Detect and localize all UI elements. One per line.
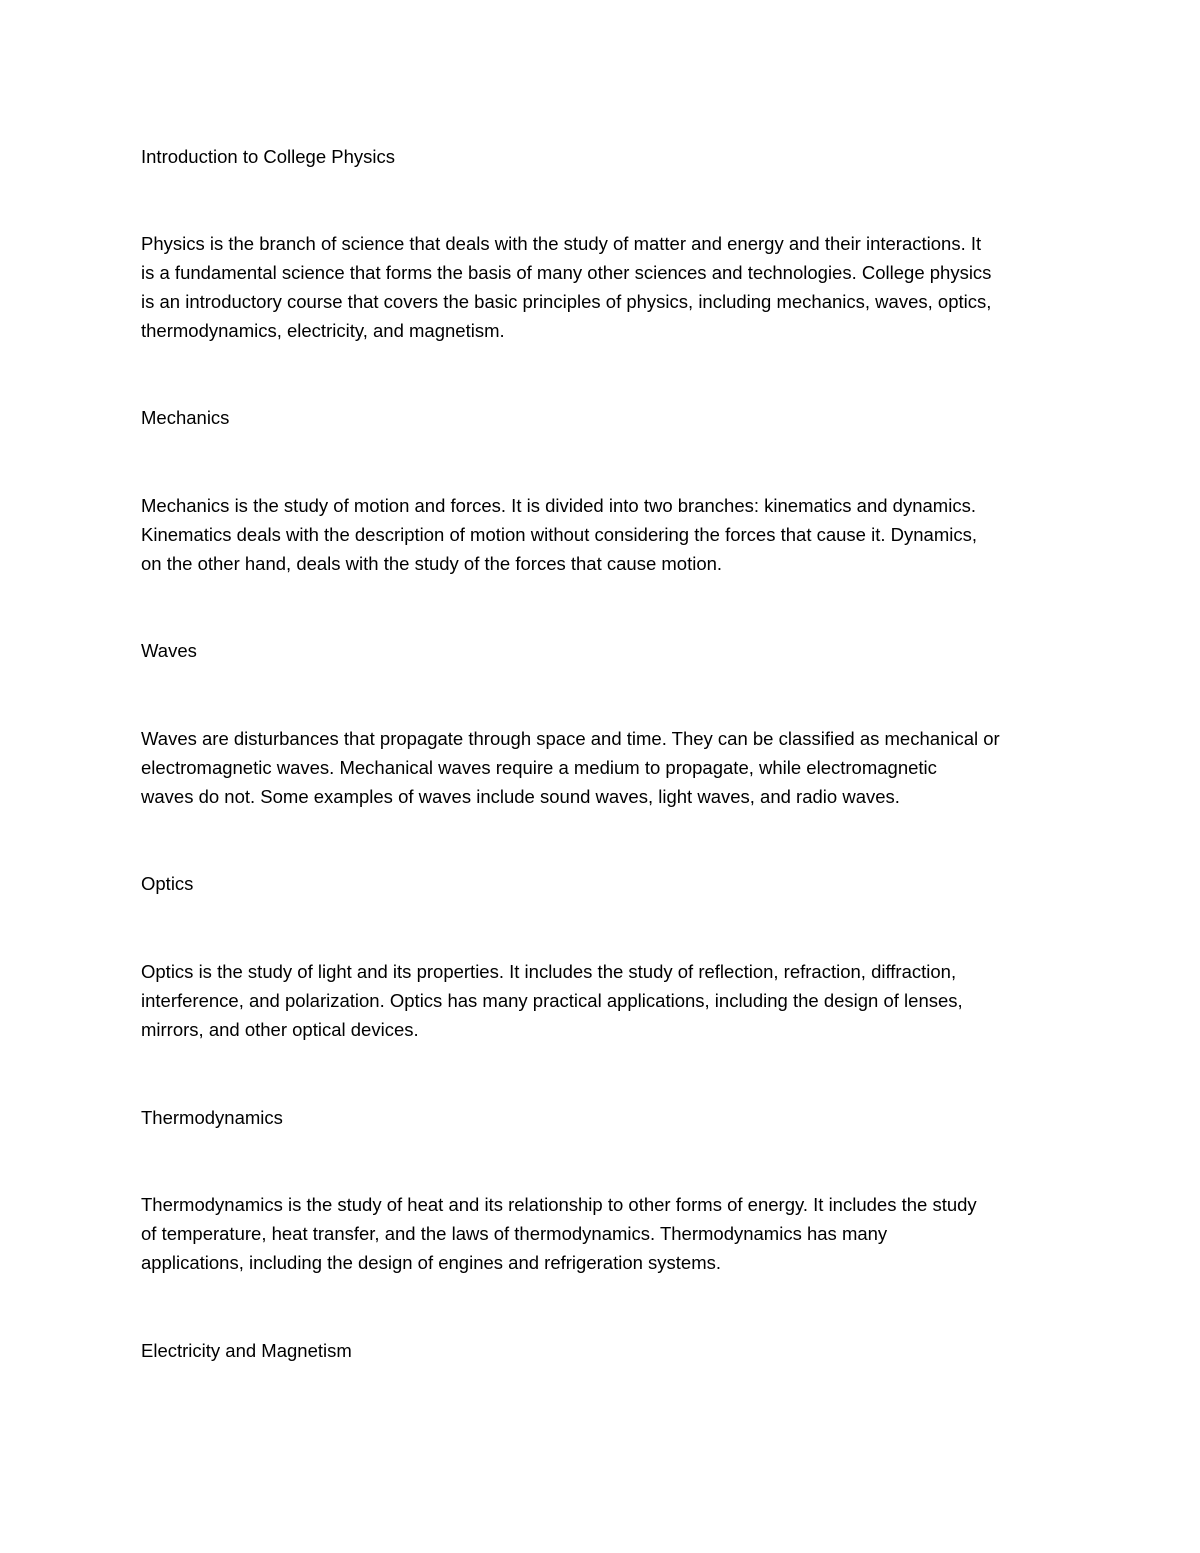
intro-line: thermodynamics, electricity, and magnetism. (141, 320, 505, 341)
optics-line: interference, and polarization. Optics has many practical applications, including the design of lenses, (141, 990, 963, 1011)
thermodynamics-line: Thermodynamics is the study of heat and its relationship to other forms of energy. It includes the study (141, 1194, 977, 1215)
waves-line: electromagnetic waves. Mechanical waves require a medium to propagate, while electromagnetic (141, 757, 937, 778)
thermodynamics-line: applications, including the design of engines and refrigeration systems. (141, 1252, 722, 1273)
section-heading-thermodynamics: Thermodynamics (141, 1107, 283, 1128)
waves-line: waves do not. Some examples of waves include sound waves, light waves, and radio waves. (141, 786, 900, 807)
mechanics-line: Kinematics deals with the description of motion without considering the forces that cause it. Dynamics, (141, 524, 977, 545)
optics-line: mirrors, and other optical devices. (141, 1019, 419, 1040)
section-heading-waves: Waves (141, 640, 197, 661)
intro-line: is a fundamental science that forms the basis of many other sciences and technologies. College physics (141, 262, 992, 283)
section-heading-optics: Optics (141, 873, 194, 894)
section-heading-mechanics: Mechanics (141, 407, 230, 428)
mechanics-line: on the other hand, deals with the study of the forces that cause motion. (141, 553, 723, 574)
section-heading-electricity-magnetism: Electricity and Magnetism (141, 1340, 352, 1361)
optics-line: Optics is the study of light and its properties. It includes the study of reflection, refraction, diffraction, (141, 961, 957, 982)
mechanics-line: Mechanics is the study of motion and forces. It is divided into two branches: kinematics and dynamics. (141, 495, 976, 516)
intro-line: Physics is the branch of science that deals with the study of matter and energy and their interactions. It (141, 233, 982, 254)
thermodynamics-line: of temperature, heat transfer, and the laws of thermodynamics. Thermodynamics has many (141, 1223, 888, 1244)
intro-line: is an introductory course that covers the basic principles of physics, including mechanics, waves, optics, (141, 291, 992, 312)
waves-line: Waves are disturbances that propagate through space and time. They can be classified as mechanical or (141, 728, 1000, 749)
document-title: Introduction to College Physics (141, 146, 395, 167)
